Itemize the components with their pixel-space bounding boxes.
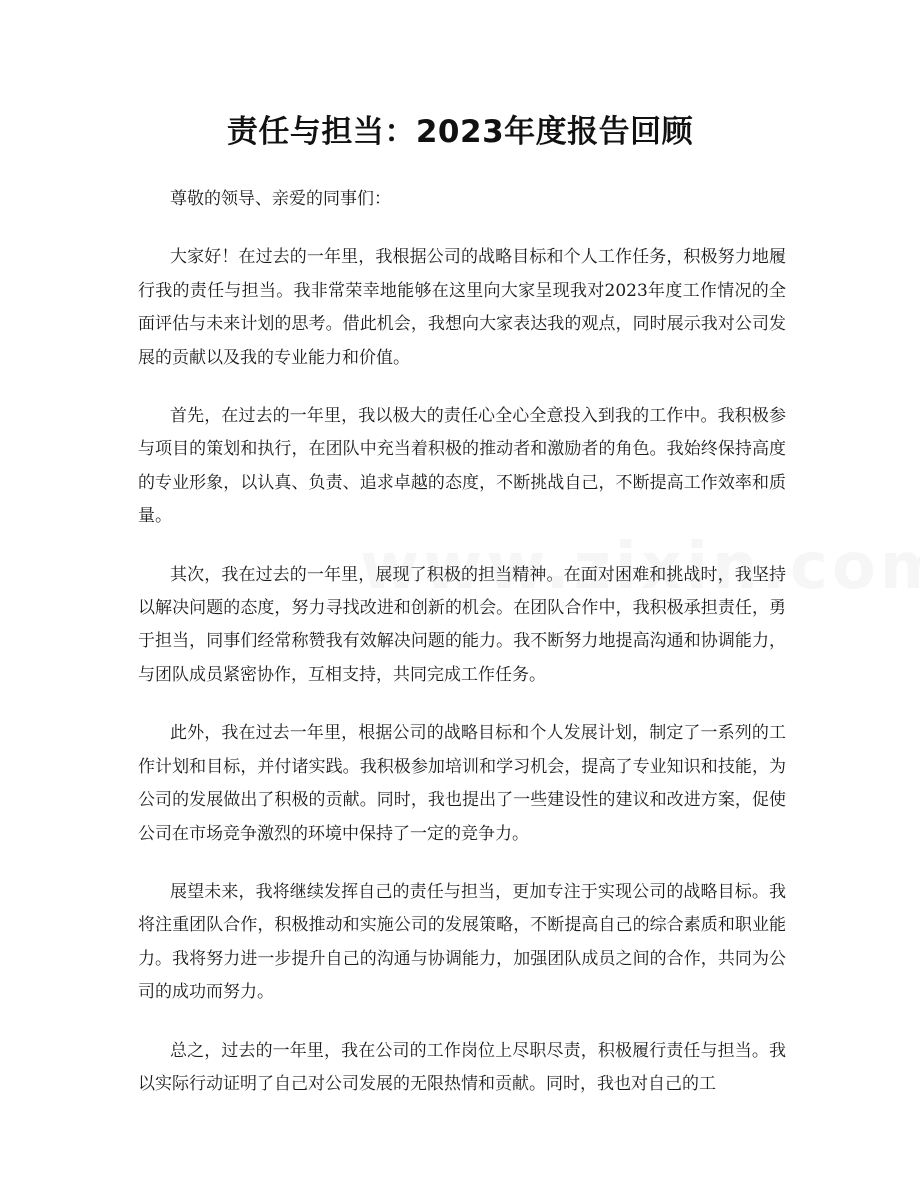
salutation: 尊敬的领导、亲爱的同事们： <box>170 189 391 209</box>
paragraph-second: 其次，我在过去的一年里，展现了积极的担当精神。在面对困难和挑战时，我坚持以解决问题的态度，努力寻找改进和创新的机会。在团队合作中，我积极承担责任，勇于担当，同事们经常称赞我有效解决问题的能力。我不断努力地提高沟通和协调能力，与团队成员紧密协作，互相支持，共同完成工作任务。 <box>138 564 786 685</box>
document-title: 责任与担当：2023年度报告回顾 <box>226 114 694 150</box>
document-body <box>138 183 786 1126</box>
paragraph-outlook: 展望未来，我将继续发挥自己的责任与担当，更加专注于实现公司的战略目标。我将注重团队合作，积极推动和实施公司的发展策略，不断提高自己的综合素质和职业能力。我将努力进一步提升自己的沟通与协调能力，加强团队成员之间的合作，共同为公司的成功而努力。 <box>138 881 786 1003</box>
paragraph-summary: 总之，过去的一年里，我在公司的工作岗位上尽职尽责，积极履行责任与担当。我以实际行动证明了自己对公司发展的无限热情和贡献。同时，我也对自己的工 <box>138 1040 786 1094</box>
paragraph-additionally: 此外，我在过去一年里，根据公司的战略目标和个人发展计划，制定了一系列的工作计划和目标，并付诸实践。我积极参加培训和学习机会，提高了专业知识和技能，为公司的发展做出了积极的贡献。同时，我也提出了一些建设性的建议和改进方案，促使公司在市场竞争激烈的环境中保持了一定的竞争力。 <box>138 723 786 844</box>
paragraph-first: 首先，在过去的一年里，我以极大的责任心全心全意投入到我的工作中。我积极参与项目的策划和执行，在团队中充当着积极的推动者和激励者的角色。我始终保持高度的专业形象，以认真、负责、追求卓越的态度，不断挑战自己，不断提高工作效率和质量。 <box>138 406 786 527</box>
paragraph-intro: 大家好！在过去的一年里，我根据公司的战略目标和个人工作任务，积极努力地履行我的责任与担当。我非常荣幸地能够在这里向大家呈现我对2023年度工作情况的全面评估与未来计划的思考。借此机会，我想向大家表达我的观点，同时展示我对公司发展的贡献以及我的专业能力和价值。 <box>138 247 786 368</box>
